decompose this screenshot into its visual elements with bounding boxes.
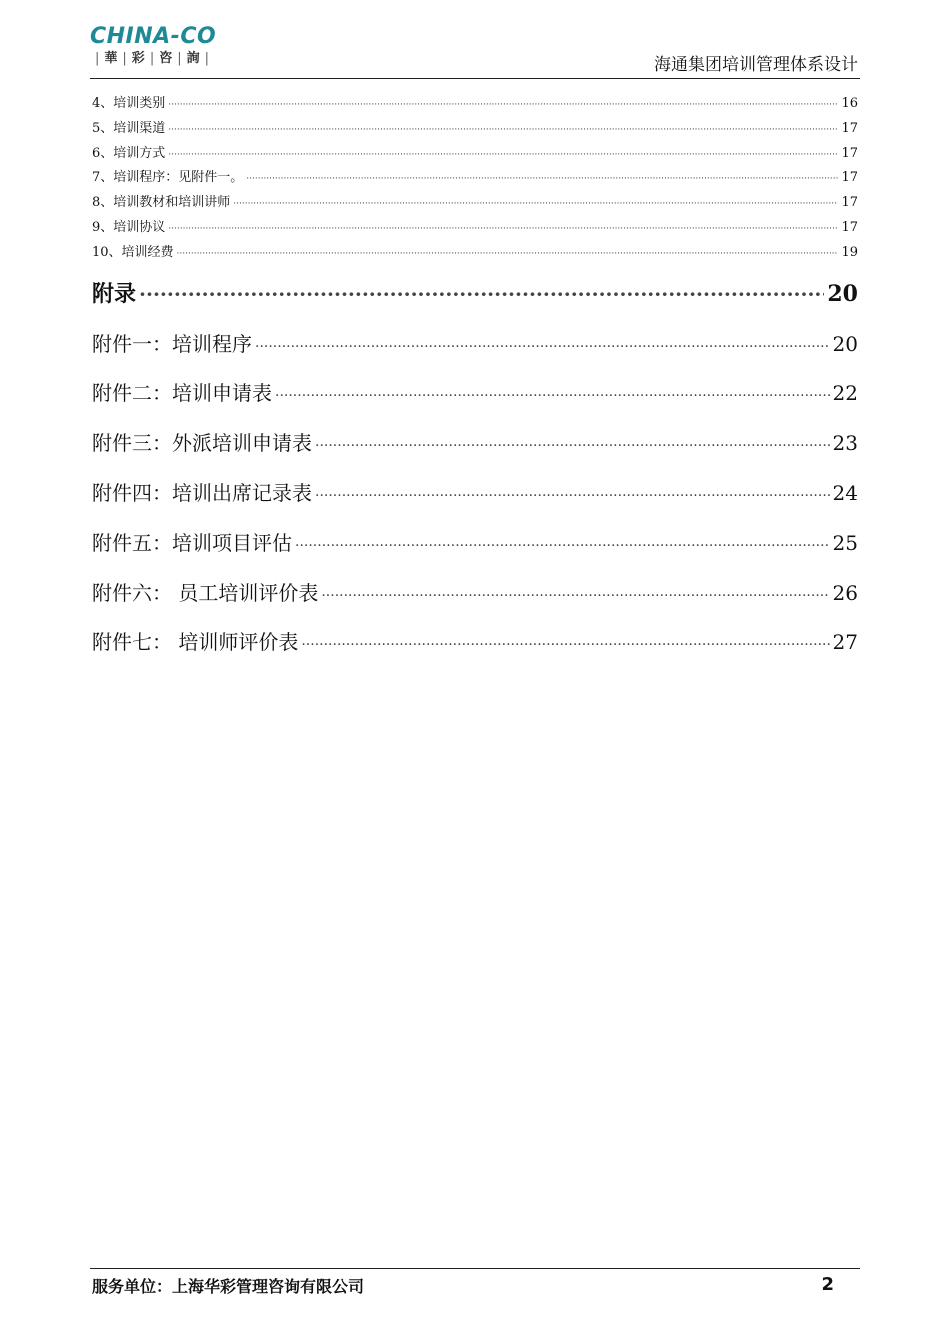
toc-leader-dots	[295, 522, 830, 572]
toc-leader-dots	[168, 93, 838, 118]
toc-leader-dots	[301, 621, 829, 671]
toc-entry[interactable]	[92, 142, 858, 167]
toc-entry[interactable]	[92, 241, 858, 266]
footer-service-unit: 服务单位：上海华彩管理咨询有限公司	[92, 1277, 365, 1296]
toc-attachment-entry[interactable]	[92, 569, 858, 619]
toc-leader-dots	[139, 268, 824, 320]
toc-leader-dots	[168, 217, 838, 242]
toc-entry-page: 27	[832, 630, 858, 655]
toc-entry-page: 17	[841, 219, 858, 235]
toc-leader-dots	[233, 192, 838, 217]
toc-leader-dots	[315, 472, 830, 522]
header-divider	[90, 78, 860, 79]
toc-appendix-entry[interactable]	[92, 268, 858, 320]
footer-divider	[90, 1268, 860, 1269]
toc-entry-label: 10、培训经费	[92, 244, 174, 260]
toc-entry-page: 17	[841, 170, 858, 186]
company-logo	[90, 26, 230, 74]
toc-attachment-entry[interactable]	[92, 320, 858, 370]
table-of-contents	[92, 92, 858, 668]
toc-entry[interactable]	[92, 117, 858, 142]
toc-leader-dots	[255, 323, 830, 373]
toc-entry-page: 17	[841, 195, 858, 211]
toc-entry-page: 17	[841, 120, 858, 136]
toc-entry-page: 25	[832, 530, 858, 555]
toc-entry[interactable]	[92, 166, 858, 191]
toc-leader-dots	[168, 118, 838, 143]
toc-entry-label: 4、培训类别	[92, 96, 166, 111]
toc-entry[interactable]	[92, 191, 858, 216]
logo-char: 咨	[159, 51, 173, 66]
footer-page-number: 2	[821, 1274, 834, 1295]
toc-entry-label: 附件一：培训程序	[92, 331, 252, 356]
toc-entry-page: 24	[832, 480, 858, 505]
toc-entry-label: 附件二：培训申请表	[92, 381, 272, 406]
toc-leader-dots	[177, 242, 839, 267]
toc-entry-label: 8、培训教材和培训讲师	[92, 195, 231, 211]
toc-attachment-entry[interactable]	[92, 618, 858, 668]
toc-entry-label: 附件三：外派培训申请表	[92, 431, 312, 456]
toc-attachment-entry[interactable]	[92, 519, 858, 569]
logo-wordmark: CHINA-CO	[90, 24, 217, 49]
toc-entry-page: 23	[832, 431, 858, 456]
toc-entry-label: 附录	[92, 280, 137, 307]
toc-leader-dots	[168, 143, 838, 168]
logo-char: 華	[104, 51, 118, 66]
toc-leader-dots	[275, 372, 830, 422]
toc-entry-page: 20	[832, 331, 858, 356]
toc-leader-dots	[246, 167, 838, 192]
logo-subtitle: | 華 | 彩 | 咨 | 詢 |	[95, 51, 210, 66]
toc-attachment-entry[interactable]	[92, 419, 858, 469]
toc-entry-label: 6、培训方式	[92, 145, 166, 161]
toc-entry-label: 附件七： 培训师评价表	[92, 630, 299, 655]
toc-entry-label: 附件四：培训出席记录表	[92, 480, 312, 505]
toc-entry-label: 附件六： 员工培训评价表	[92, 580, 319, 605]
toc-entry-page: 20	[827, 280, 858, 307]
logo-char: 彩	[131, 51, 145, 66]
toc-entry-page: 19	[841, 244, 858, 260]
toc-attachment-entry[interactable]	[92, 469, 858, 519]
toc-attachment-entry[interactable]	[92, 369, 858, 419]
toc-entry-label: 5、培训渠道	[92, 120, 166, 136]
toc-entry-page: 16	[841, 96, 858, 111]
toc-entry-page: 22	[832, 381, 858, 406]
toc-entry[interactable]	[92, 92, 858, 117]
logo-char: 詢	[186, 51, 200, 66]
toc-leader-dots	[315, 422, 830, 472]
toc-entry-page: 17	[841, 145, 858, 161]
toc-entry[interactable]	[92, 216, 858, 241]
toc-entry-label: 附件五：培训项目评估	[92, 530, 292, 555]
document-title: 海通集团培训管理体系设计	[654, 55, 858, 75]
toc-leader-dots	[321, 572, 829, 622]
toc-entry-label: 9、培训协议	[92, 219, 166, 235]
toc-entry-label: 7、培训程序：见附件一。	[92, 170, 244, 186]
toc-entry-page: 26	[832, 580, 858, 605]
